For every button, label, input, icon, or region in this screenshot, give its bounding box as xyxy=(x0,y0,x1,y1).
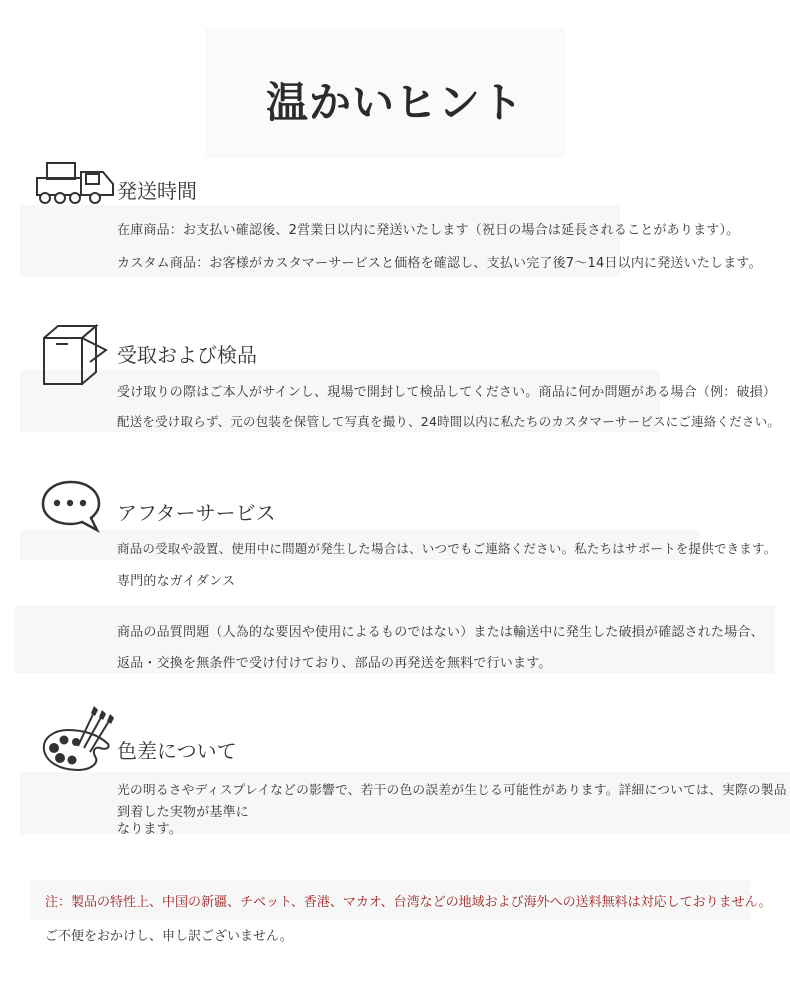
apology-text: ご不便をおかけし、申し訳ございません。 xyxy=(45,929,293,944)
chat-bubble-icon xyxy=(39,478,103,538)
shipping-restriction-notice: 注：製品の特性上、中国の新疆、チベット、香港、マカオ、台湾などの地域および海外への送料無料は対応しておりません。 xyxy=(45,895,772,910)
delivery-truck-icon xyxy=(33,160,118,210)
section-heading-shipping: 発送時間 xyxy=(117,179,197,203)
shipping-line: カスタム商品：お客様がカスタマーサービスと価格を確認し、支払い完了後7〜14日以内に発送いたします。 xyxy=(117,256,762,271)
color-line: なります。 xyxy=(117,822,182,837)
color-line: 到着した実物が基準に xyxy=(117,805,250,820)
package-box-icon xyxy=(40,322,112,392)
after-service-line: 商品の受取や設置、使用中に問題が発生した場合は、いつでもご連絡ください。私たちはサポートを提供できます。 xyxy=(117,541,777,556)
after-service-line: 専門的なガイダンス xyxy=(117,574,236,589)
receiving-line: 配送を受け取らず、元の包装を保管して写真を撮り、24時間以内に私たちのカスタマーサービスにご連絡ください。 xyxy=(117,414,781,429)
section-heading-color: 色差について xyxy=(117,739,237,763)
paint-palette-icon xyxy=(38,702,116,778)
after-service-line: 返品・交換を無条件で受け付けており、部品の再発送を無料で行います。 xyxy=(117,656,552,671)
section-heading-receiving: 受取および検品 xyxy=(117,343,257,367)
color-line: 光の明るさやディスプレイなどの影響で、若干の色の誤差が生じる可能性があります。詳細については、実際の製品 xyxy=(117,783,787,798)
after-service-line: 商品の品質問題（人為的な要因や使用によるものではない）または輸送中に発生した破損が確認された場合、 xyxy=(117,625,764,640)
section-heading-after-service: アフターサービス xyxy=(117,501,276,525)
page-title: 温かいヒント xyxy=(265,78,524,127)
receiving-line: 受け取りの際はご本人がサインし、現場で開封して検品してください。商品に何か問題がある場合（例：破損） xyxy=(117,385,777,400)
shipping-line: 在庫商品：お支払い確認後、2営業日以内に発送いたします（祝日の場合は延長されることがあります）。 xyxy=(117,223,740,238)
